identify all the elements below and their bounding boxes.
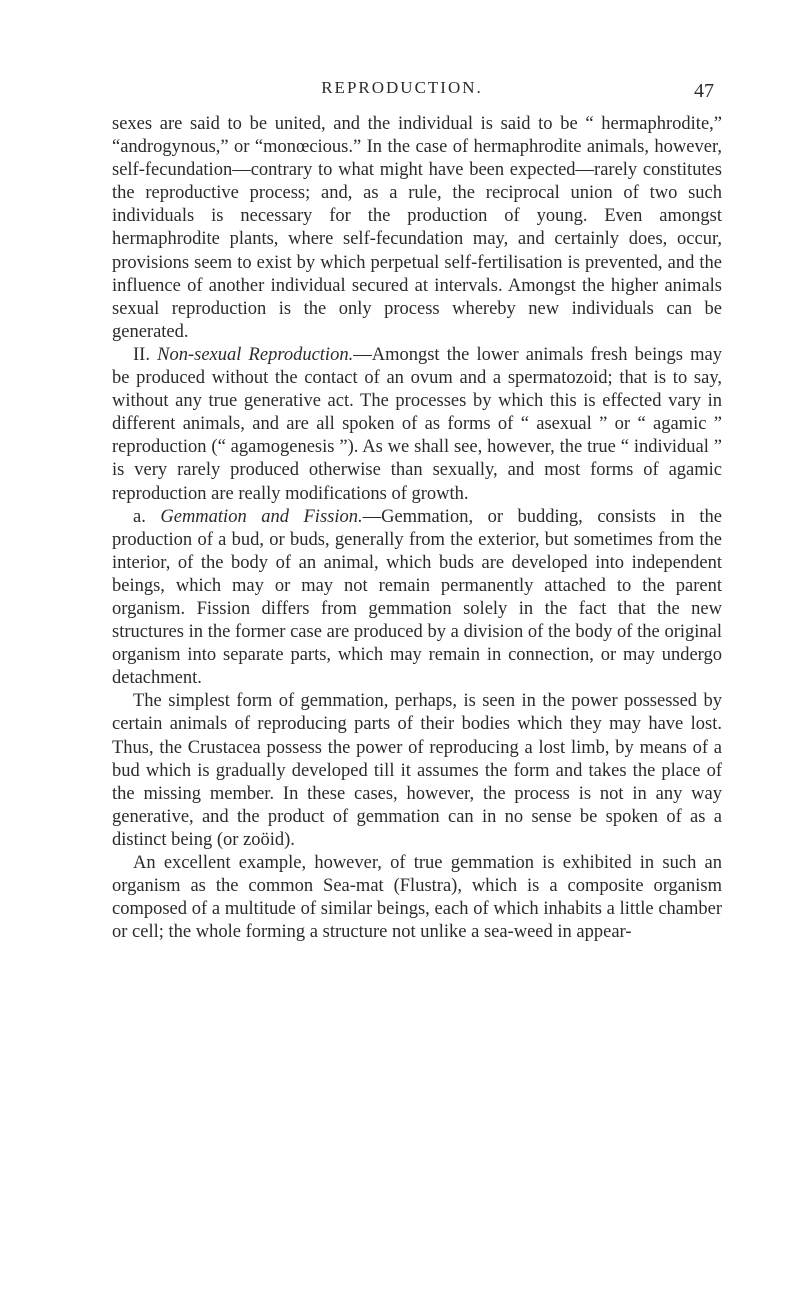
paragraph-non-sexual-reproduction — [112, 344, 722, 506]
section-number: II. — [133, 344, 158, 365]
paragraph-text: —Gemmation, or budding, consists in the production of a bud, or buds, generally from the exterior, but sometimes from the interior, of the body of an animal, which buds are developed into independent beings, which may or may not remain permanently attached to the parent organism. Fission differs from gemmation solely in the fact that the new structures in the former case are produced by a division of the body of the original organism into separate parts, which may remain in connection, or may undergo detachment. — [112, 506, 722, 689]
paragraph-simplest-gemmation — [112, 690, 722, 852]
page-number: 47 — [694, 80, 714, 102]
subsection-heading: Gemmation and Fission. — [160, 506, 363, 527]
running-title: REPRODUCTION. — [321, 78, 483, 97]
paragraph-text: sexes are said to be united, and the individual is said to be “ hermaphrodite,” “androgynous,” or “monœcious.” In the case of hermaphrodite animals, however, self-fecundation—contrary to what might have been expected—rarely constitutes the reproductive process; and, as a rule, the reciprocal union of two such individuals is necessary for the production of young. Even amongst hermaphrodite plants, where self-fecundation may, and certainly does, occur, provisions seem to exist by which perpetual self-fertilisation is prevented, and the influence of another individual secured at intervals. Amongst the higher animals sexual reproduction is the only process whereby new individuals can be generated. — [112, 114, 722, 342]
paragraph-hermaphrodite — [112, 113, 722, 344]
paragraph-text: The simplest form of gemmation, perhaps, is seen in the power possessed by certain animals of reproducing parts of their bodies which they may have lost. Thus, the Crustacea possess the power of reproducing a lost limb, by means of a bud which is gradually developed till it assumes the form and takes the place of the missing member. In these cases, however, the process is not in any way generative, and the product of gemmation can in no sense be spoken of as a distinct being (or zoöid). — [112, 691, 722, 850]
paragraph-sea-mat-example — [112, 852, 722, 944]
paragraph-text: An excellent example, however, of true gemmation is exhibited in such an organism as the common Sea-mat (Flustra), which is a composite organism composed of a multitude of similar beings, each of which inhabits a little chamber or cell; the whole forming a structure not unlike a sea-weed in appear- — [112, 853, 722, 943]
body-text — [112, 113, 722, 944]
subsection-letter: a. — [133, 506, 161, 527]
paragraph-gemmation-and-fission — [112, 506, 722, 691]
running-head — [0, 78, 800, 108]
section-heading: Non-sexual Reproduction. — [157, 344, 354, 365]
paragraph-text: —Amongst the lower animals fresh beings may be produced without the contact of an ovum and a spermatozoid; that is to say, without any true generative act. The processes by which this is effected vary in different animals, and are all spoken of as forms of “ asexual ” or “ agamic ” reproduction (“ agamogenesis ”). As we shall see, however, the true “ individual ” is very rarely produced otherwise than sexually, and most forms of agamic reproduction are really modifications of growth. — [112, 344, 722, 504]
